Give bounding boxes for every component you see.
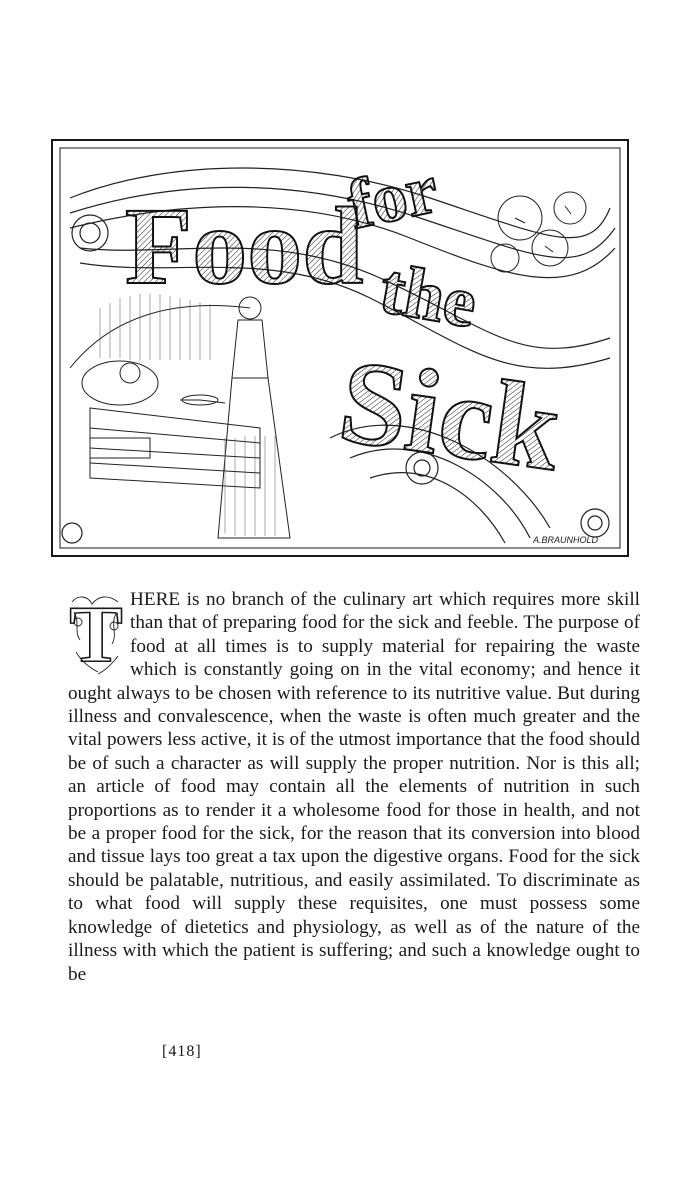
body-text [68, 588, 640, 986]
header-title [125, 151, 569, 496]
body-paragraph: HERE is no branch of the culinary art which requires more skill than that of preparing food for the sick and feeble. The purpose of food at all times is to supply material for repairing the waste which is constantly going on in the vital economy; and hence it ought always to be chosen with reference to its nutritive value. But during illness and convalescence, when the waste is often much greater and the vital powers less active, it is of the utmost importance that the food should be of such a character as will supply the proper nutrition. Nor is this all; an article of food may contain all the elements of nutrition in such proportions as to render it a wholesome food for those in health, and not be a proper food for the sick, for the reason that its conversion into blood and tissue lays too great a tax upon the digestive organs. Food for the sick should be palatable, nutritious, and easily assimilated. To discriminate as to what food will supply these requisites, one must possess some knowledge of dietetics and physiology, as well as of the nature of the illness with which the patient is suffering; and such a knowledge ought to be [68, 589, 640, 985]
title-word-the: the [374, 247, 483, 344]
drop-cap-letter: T [69, 591, 123, 679]
page-number: [418] [162, 1043, 202, 1060]
title-word-sick: Sick [332, 333, 569, 496]
title-word-for: for [341, 150, 445, 245]
header-illustration [50, 138, 630, 558]
artist-signature: A.BRAUNHOLD [532, 535, 598, 545]
title-word-food: Food [125, 185, 364, 307]
drop-cap [68, 592, 124, 678]
